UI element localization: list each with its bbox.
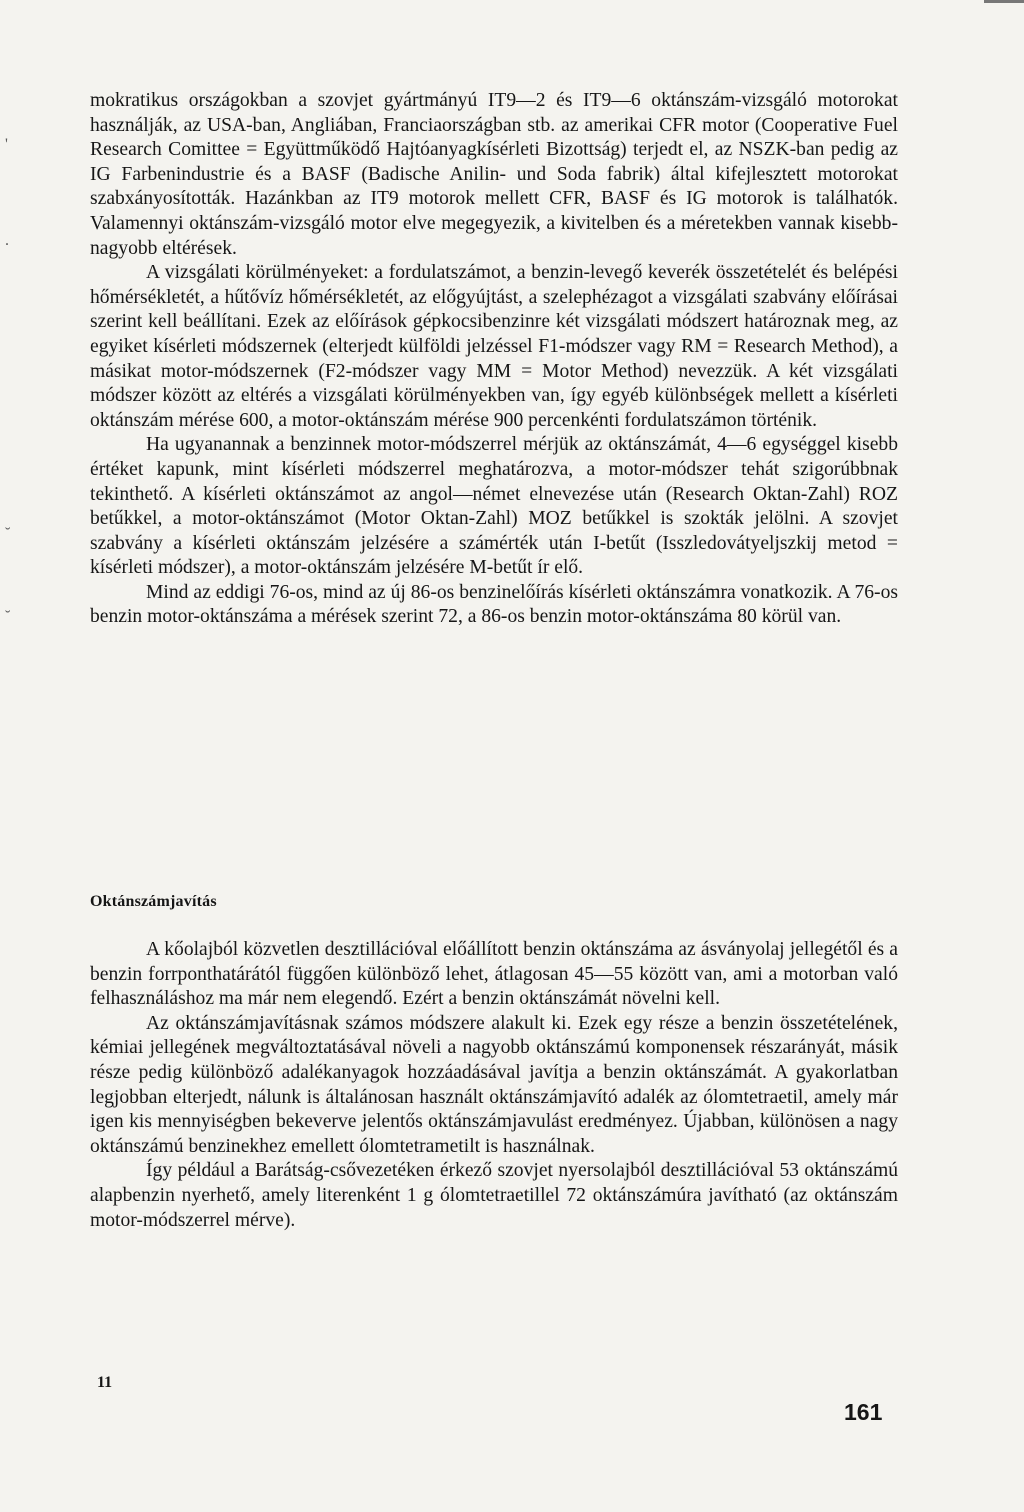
section-heading: Oktánszámjavítás xyxy=(90,893,217,910)
margin-speck: . xyxy=(5,232,9,249)
body-text-section-2 xyxy=(90,938,898,1233)
paragraph: Így például a Barátság-csővezetéken érkező szovjet nyersolajból desztillációval 53 oktánszámú alapbenzin nyerhető, amely literenként 1 g ólomtetraetillel 72 oktánszámúra javítható (az oktánszám motor-módszerrel mérve). xyxy=(90,1160,898,1231)
printer-signature: 11 xyxy=(97,1374,113,1391)
paragraph: Mind az eddigi 76-os, mind az új 86-os benzinelőírás kísérleti oktánszámra vonatkozik. A 76-os benzin motor-oktánszáma a mérések szerint 72, a 86-os benzin motor-oktánszáma 80 körül van. xyxy=(90,581,898,628)
paragraph: mokratikus országokban a szovjet gyártmányú IT9—2 és IT9—6 oktánszám-vizsgáló motorokat használják, az USA-ban, Angliában, Franciaországban stb. az amerikai CFR motor (Cooperative Fuel Research Comittee = Együttműködő Hajtóanyagkísérleti Bizottság) terjedt el, az NSZK-ban pedig az IG Farbenindustrie és a BASF (Badische Anilin- und Soda fabrik) által kifejlesztett motorokat szabxányosították. Hazánkban az IT9 motorok mellett CFR, BASF és IG motorok is találhatók. Valamennyi oktánszám-vizsgáló motor elve megegyezik, a kivitelben és a méretekben vannak kisebb-nagyobb eltérések. xyxy=(90,90,898,259)
paragraph: A kőolajból közvetlen desztillációval előállított benzin oktánszáma az ásványolaj jellegétől és a benzin forrponthatárától függően különböző lehet, átlagosan 45—55 között van, ami a motorban való felhasználáshoz ma már nem elegendő. Ezért a benzin oktánszámát növelni kell. xyxy=(90,939,898,1010)
paragraph: Az oktánszámjavításnak számos módszere alakult ki. Ezek egy része a benzin összetételének, kémiai jellegének megváltoztatásával növeli a nagyobb oktánszámú komponensek részarányát, másik része pedig különböző adalékanyagok hozzáadásával javítja a benzin oktánszámát. A gyakorlatban legjobban elterjedt, nálunk is általánosan használt oktánszámjavító adalék az ólomtetraetil, amely már igen kis mennyiségben bekeverve jelentős oktánszámjavulást eredményez. Újabban, különösen a nagy oktánszámú benzinekhez emellett ólomtetrametilt is használnak. xyxy=(90,1012,898,1157)
margin-speck: ˘ xyxy=(5,525,11,542)
margin-speck: ' xyxy=(5,136,8,153)
margin-speck: ˘ xyxy=(5,608,11,625)
page-number: 161 xyxy=(844,1399,883,1425)
scan-edge-mark xyxy=(984,0,1024,3)
body-text-section-1 xyxy=(90,89,898,630)
paragraph: Ha ugyanannak a benzinnek motor-módszerrel mérjük az oktánszámát, 4—6 egységgel kisebb értéket kapunk, mint kísérleti módszerrel meghatározva, a motor-módszer tehát szigorúbbnak tekinthető. A kísérleti oktánszámot az angol—német elnevezése után (Research Oktan-Zahl) ROZ betűkkel, a motor-oktánszámot (Motor Oktan-Zahl) MOZ betűkkel is szokták jelölni. A szovjet szabvány a kísérleti oktánszám jelzésére a számérték után I-betűt (Isszledovátyeljszkij metod = kísérleti módszer), a motor-oktánszám jelzésére M-betűt ír elő. xyxy=(90,434,898,579)
paragraph: A vizsgálati körülményeket: a fordulatszámot, a benzin-levegő keverék összetételét és belépési hőmérsékletét, a hűtővíz hőmérsékletét, az előgyújtást, a szelephézagot a vizsgálati szabvány előírásai szerint kell beállítani. Ezek az előírások gépkocsibenzinre két vizsgálati módszert határoznak meg, az egyiket kísérleti módszernek (elterjedt külföldi jelzéssel F1-módszer vagy RM = Research Method), a másikat motor-módszernek (F2-módszer vagy MM = Motor Method) nevezzük. A két vizsgálati módszer között az eltérés a vizsgálati körülményekben van, így egyéb különbségek mellett a kísérleti oktánszám mérése 600, a motor-oktánszám mérése 900 percenkénti fordulatszámon történik. xyxy=(90,262,898,431)
